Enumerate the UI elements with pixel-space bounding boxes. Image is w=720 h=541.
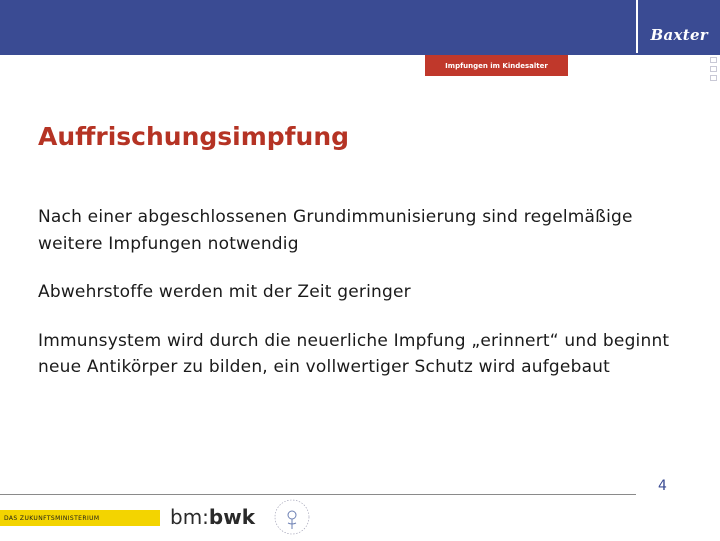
side-mark — [710, 66, 717, 72]
header-divider — [0, 53, 720, 55]
footer-divider — [0, 494, 636, 495]
seal-logo — [272, 497, 312, 537]
bmbwk-suffix: bwk — [208, 505, 256, 529]
bmbwk-prefix: bm: — [170, 505, 209, 529]
brand-logo-text: Baxter — [650, 26, 708, 44]
bullet-item: Abwehrstoffe werden mit der Zeit geringer — [38, 282, 411, 302]
ministry-logo-text: DAS ZUKUNFTSMINISTERIUM — [4, 514, 100, 522]
slide-subtitle: Impfungen im Kindesalter — [425, 55, 568, 76]
header-band — [0, 0, 636, 53]
brand-logo — [638, 0, 720, 53]
bmbwk-logo — [170, 505, 255, 529]
side-mark — [710, 57, 717, 63]
page-title: Auffrischungsimpfung — [38, 122, 350, 151]
bullet-item: Nach einer abgeschlossenen Grundimmunisierung sind regelmäßige weitere Impfungen notwendig — [38, 207, 633, 254]
bullet-item: Immunsystem wird durch die neuerliche Impfung „erinnert“ und beginnt neue Antikörper zu bilden, ein vollwertiger Schutz wird aufgebaut — [38, 330, 670, 377]
ministry-logo — [0, 510, 160, 526]
side-mark — [710, 75, 717, 81]
bullet-list — [38, 204, 678, 403]
side-decoration — [710, 57, 720, 84]
page-number: 4 — [658, 478, 667, 494]
seal-icon — [272, 497, 312, 537]
